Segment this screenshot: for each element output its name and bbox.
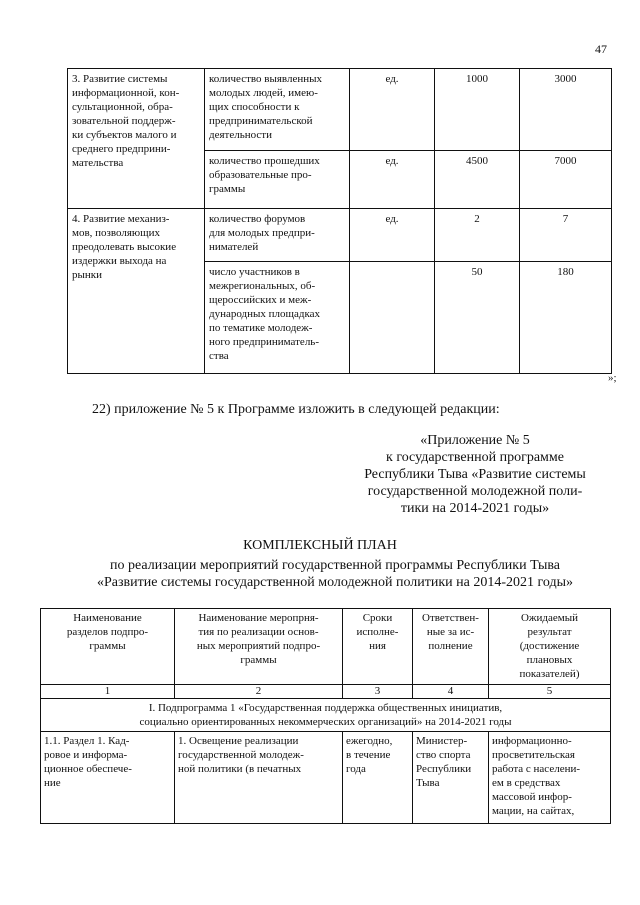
closing-quote-mark: »;	[608, 372, 617, 384]
column-header: Наименование меропрня- тия по реализации основ- ных мероприятий подпро- граммы	[175, 609, 343, 685]
column-number: 3	[343, 685, 413, 699]
indicator-cell: количество форумов для молодых предпри- нимателей	[205, 209, 350, 262]
task-cell: 3. Развитие системы информационной, кон- сультационной, обра- зовательной поддерж- ки субъектов малого и среднего предприни- мательства	[68, 69, 205, 209]
unit-cell: ед.	[350, 209, 435, 262]
subprogram-line: социально ориентированных некоммерческих организаций» на 2014-2021 годы	[139, 716, 512, 728]
plan-title: КОМПЛЕКСНЫЙ ПЛАН	[243, 538, 397, 553]
table-row	[68, 69, 612, 151]
value-cell: 180	[520, 262, 612, 374]
plan-table	[40, 608, 611, 824]
indicators-table	[67, 68, 612, 374]
column-number: 2	[175, 685, 343, 699]
column-number: 4	[413, 685, 489, 699]
table-row	[41, 732, 611, 824]
plan-subtitle	[40, 557, 630, 591]
value-cell: 7	[520, 209, 612, 262]
appendix-line: государственной молодежной поли-	[367, 484, 583, 499]
appendix-line: к государственной программе	[386, 450, 564, 465]
value-cell: 2	[435, 209, 520, 262]
subprogram-row	[41, 699, 611, 732]
indicator-cell: число участников в межрегиональных, об- щероссийских и меж- дународных площадках по тематике молодеж- ного предприниматель- ства	[205, 262, 350, 374]
column-number-row	[41, 685, 611, 699]
appendix-line: «Приложение № 5	[420, 433, 530, 448]
plan-subtitle-line: «Развитие системы государственной молодежной политики на 2014-2021 годы»	[96, 575, 574, 590]
value-cell: 50	[435, 262, 520, 374]
table-row	[68, 209, 612, 262]
table-header-row	[41, 609, 611, 685]
value-cell: 4500	[435, 151, 520, 209]
unit-cell	[350, 262, 435, 374]
paragraph-22: 22) приложение № 5 к Программе изложить в следующей редакции:	[92, 402, 500, 417]
task-cell: 4. Развитие механиз- мов, позволяющих преодолевать высокие издержки выхода на рынки	[68, 209, 205, 374]
column-header: Ожидаемый результат (достижение плановых показателей)	[489, 609, 611, 685]
appendix-heading	[350, 432, 600, 517]
unit-cell: ед.	[350, 151, 435, 209]
page-number: 47	[595, 42, 607, 56]
subprogram-title	[41, 699, 611, 732]
appendix-line: Республики Тыва «Развитие системы	[364, 467, 586, 482]
column-number: 5	[489, 685, 611, 699]
value-cell: 3000	[520, 69, 612, 151]
value-cell: 7000	[520, 151, 612, 209]
column-header: Ответствен- ные за ис- полнение	[413, 609, 489, 685]
value-cell: 1000	[435, 69, 520, 151]
term-cell: ежегодно, в течение года	[343, 732, 413, 824]
activity-cell: 1. Освещение реализации государственной молодеж- ной политики (в печатных	[175, 732, 343, 824]
responsible-cell: Министер- ство спорта Республики Тыва	[413, 732, 489, 824]
indicator-cell: количество прошедших образовательные про- граммы	[205, 151, 350, 209]
unit-cell: ед.	[350, 69, 435, 151]
column-header: Сроки исполне- ния	[343, 609, 413, 685]
column-number: 1	[41, 685, 175, 699]
result-cell: информационно- просветительская работа с населени- ем в средствах массовой инфор- мации, на сайтах,	[489, 732, 611, 824]
section-cell: 1.1. Раздел 1. Кад- ровое и информа- ционное обеспече- ние	[41, 732, 175, 824]
plan-subtitle-line: по реализации мероприятий государственной программы Республики Тыва	[110, 558, 560, 573]
appendix-line: тики на 2014-2021 годы»	[400, 501, 550, 516]
indicator-cell: количество выявленных молодых людей, имею- щих способности к предпринимательской деятельности	[205, 69, 350, 151]
subprogram-line: I. Подпрограмма 1 «Государственная поддержка общественных инициатив,	[148, 702, 503, 714]
column-header: Наименование разделов подпро- граммы	[41, 609, 175, 685]
